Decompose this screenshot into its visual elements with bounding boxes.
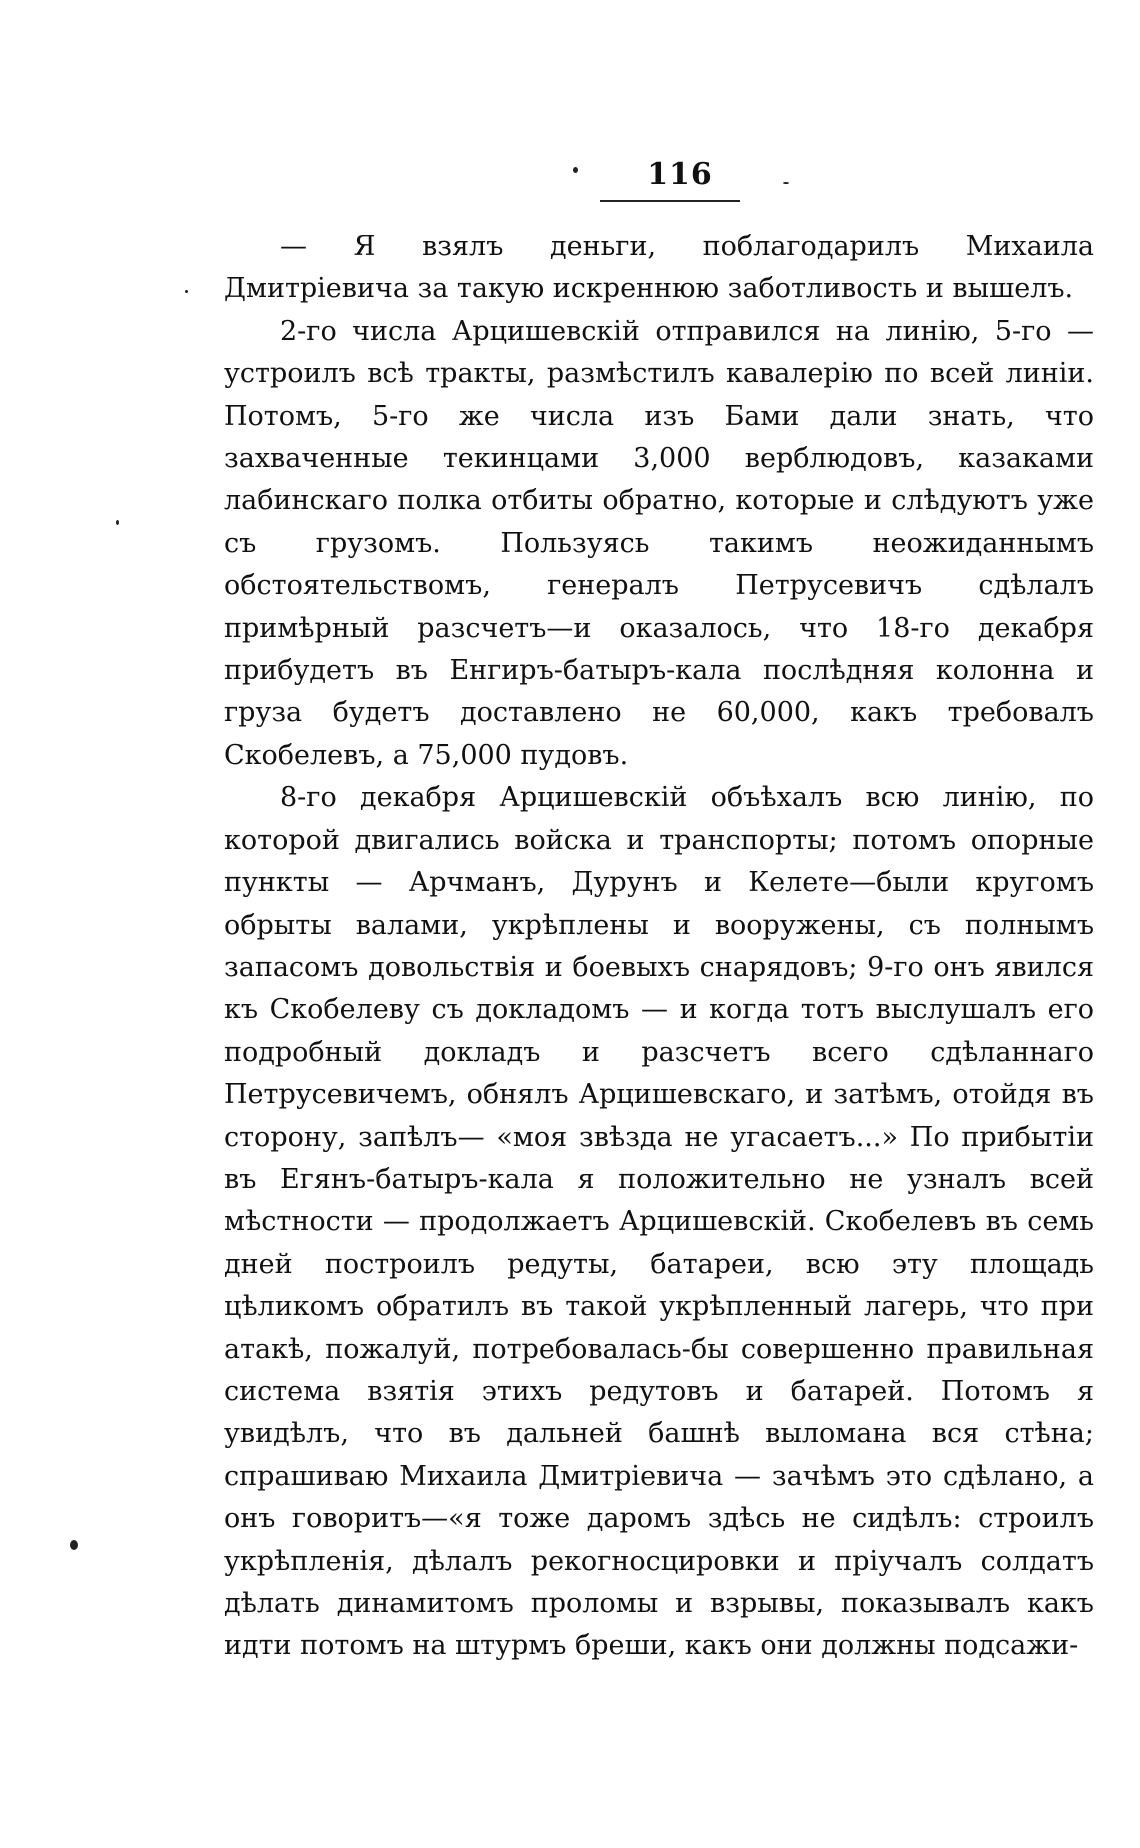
ink-speck: [783, 182, 789, 184]
ink-speck: [116, 520, 119, 525]
ink-speck: [573, 167, 578, 173]
paragraph: — Я взялъ деньги, поблагодарилъ Михаила Дмитріевича за такую искреннюю заботливость и вышелъ.: [224, 231, 1094, 305]
paragraph: 2-го числа Арцишевскій отправился на линію, 5-го — устроилъ всѣ тракты, размѣстилъ кавалерію по всей линіи. Потомъ, 5-го же числа изъ Бами дали знать, что захваченные текинцами 3,000 верблюдовъ, казаками лабинскаго полка отбиты обратно, которые и слѣдуютъ уже съ грузомъ. Пользуясь такимъ неожиданнымъ обстоятельствомъ, генералъ Петрусевичъ сдѣлалъ примѣрный разсчетъ—и оказалось, что 18-го декабря прибудетъ въ Енгиръ-батыръ-кала послѣдняя колонна и груза будетъ доставлено не 60,000, какъ требовалъ Скобелевъ, а 75,000 пудовъ.: [224, 315, 1094, 771]
ink-speck: [185, 290, 188, 293]
page-number-rule: [600, 200, 740, 202]
body-text: [224, 226, 1094, 1668]
paragraph: 8-го декабря Арцишевскій объѣхалъ всю линію, по которой двигались войска и транспорты; потомъ опорные пункты — Арчманъ, Дурунъ и Келете—были кругомъ обрыты валами, укрѣплены и вооружены, съ полнымъ запасомъ довольствія и боевыхъ снарядовъ; 9-го онъ явился къ Скобелеву съ докладомъ — и когда тотъ выслушалъ его подробный докладъ и разсчетъ всего сдѣланнаго Петрусевичемъ, обнялъ Арцишевскаго, и затѣмъ, отойдя въ сторону, запѣлъ— «моя звѣзда не угасаетъ...» По прибытіи въ Егянъ-батыръ-кала я положительно не узналъ всей мѣстности — продолжаетъ Арцишевскій. Скобелевъ въ семь дней построилъ редуты, батареи, всю эту площадь цѣликомъ обратилъ въ такой укрѣпленный лагерь, что при атакѣ, пожалуй, потребовалась-бы совершенно правильная система взятія этихъ редутовъ и батарей. Потомъ я увидѣлъ, что въ дальней башнѣ выломана вся стѣна; спрашиваю Михаила Дмитріевича — зачѣмъ это сдѣлано, а онъ говоритъ—«я тоже даромъ здѣсь не сидѣлъ: строилъ укрѣпленія, дѣлалъ рекогносцировки и пріучалъ солдатъ дѣлать динамитомъ проломы и взрывы, показывалъ какъ идти потомъ на штурмъ бреши, какъ они должны подсажи-: [224, 782, 1094, 1662]
ink-speck: [70, 1540, 78, 1550]
page-number: 116: [647, 157, 713, 192]
